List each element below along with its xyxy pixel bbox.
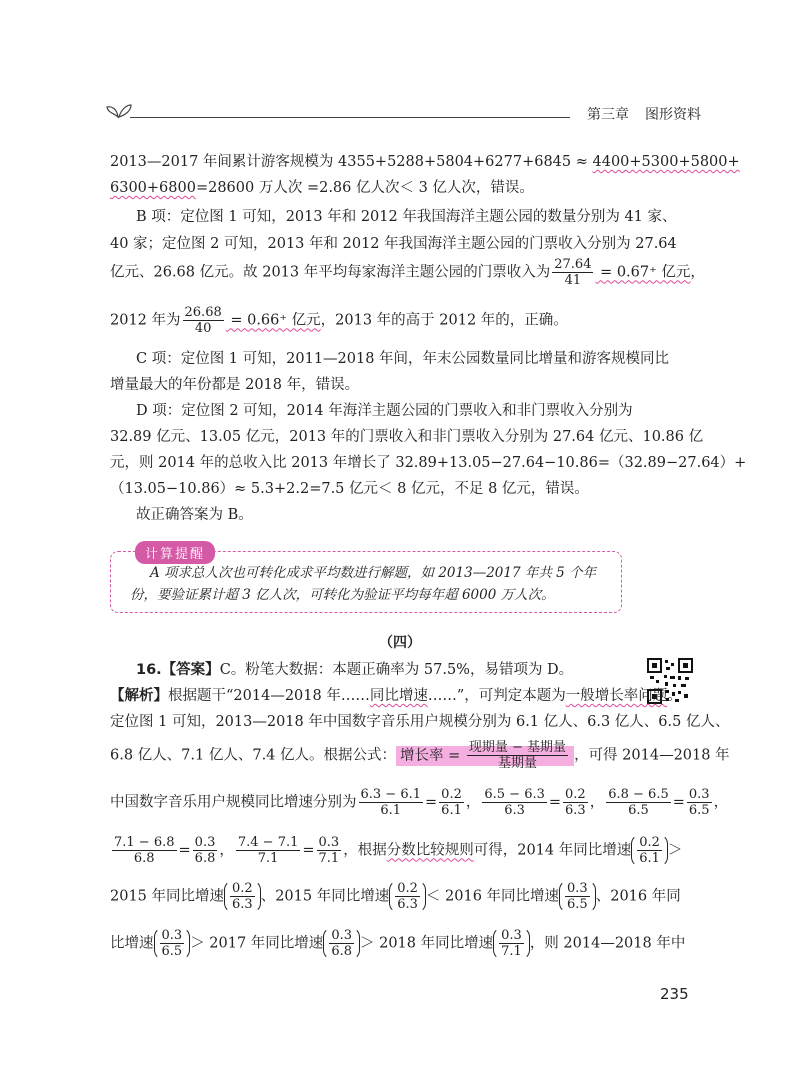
text-line-16: 定位图 1 可知，2013—2018 年中国数字音乐用户规模分别为 6.1 亿人、6.3 亿人、6.5 亿人、: [110, 714, 730, 730]
text-line-1: 2013—2017 年间累计游客规模为 4355+5288+5804+6277+6845 ≈ 4400+5300+5800+: [110, 154, 740, 170]
formula-line: 6.8 亿人、7.1 亿人、7.4 亿人。根据公式： 增长率 = $\frac{\text{现期量 − 基期量}}{\text{基期量}}$ ，可得 2014—2018 年: [110, 740, 730, 771]
analysis-line: 【解析】根据题干“2014—2018 年……同比增速……”，可判定本题为一般增长率问题。: [110, 688, 682, 704]
leaf-icon: [106, 99, 132, 119]
answer-16-line: 16.【答案】C。粉笔大数据：本题正确率为 57.5%，易错项为 D。: [136, 662, 574, 678]
text-line-6: 2012 年为 $\frac{26.68}{40}$ = 0.66⁺ 亿元，2013 年的高于 2012 年的，正确。: [110, 305, 568, 336]
fraction: $\frac{26.68}{40}$: [184, 305, 222, 336]
text-line-19: $\frac{7.1 - 6.8}{6.8}$ = $\frac{0.3}{6.8}$ ， $\frac{7.4 - 7.1}{7.1}$ = $\frac{0.3}{7.1}$ ，根据分数比较规则可得，2014 年同比增速 $\frac{0.2}{6.1}$ ＞: [114, 835, 683, 866]
header-rule: [130, 117, 570, 118]
section-heading: （四）: [379, 635, 421, 651]
text-line-11: 元，则 2014 年的总收入比 2013 年增长了 32.89+13.05−27.64−10.86=（32.89−27.64）+: [110, 455, 747, 471]
text-line-20: 2015 年同比增速 $\frac{0.2}{6.3}$ 、2015 年同比增速 $\frac{0.2}{6.3}$ ＜ 2016 年同比增速 $\frac{0.3}{6.5}$ 、2016 年同: [110, 881, 681, 912]
text-line-21: 比增速 $\frac{0.3}{6.5}$ ＞ 2017 年同比增速 $\frac{0.3}{6.8}$ ＞ 2018 年同比增速 $\frac{0.3}{7.1}$ ，则 2014—2018 年中: [110, 928, 686, 959]
page-header: [106, 97, 701, 123]
text-line-4: 40 家；定位图 2 可知，2013 年和 2012 年我国海洋主题公园的门票收入分别为 27.64: [110, 236, 677, 252]
text-line-7: C 项：定位图 1 可知，2011—2018 年间，年末公园数量同比增量和游客规模同比: [136, 351, 670, 367]
text-line-9: D 项：定位图 2 可知，2014 年海洋主题公园的门票收入和非门票收入分别为: [136, 403, 633, 419]
text-line-12: （13.05−10.86）≈ 5.3+2.2=7.5 亿元＜ 8 亿元，不足 8 亿元，错误。: [110, 481, 589, 497]
text-line-3: B 项：定位图 1 可知，2013 年和 2012 年我国海洋主题公园的数量分别为 41 家、: [136, 209, 677, 225]
text-line-10: 32.89 亿元、13.05 亿元，2013 年的门票收入和非门票收入分别为 27.64 亿元、10.86 亿: [110, 429, 704, 445]
header-text: [571, 104, 701, 124]
text-line-5: 亿元、26.68 亿元。故 2013 年平均每家海洋主题公园的门票收入为 $\frac{27.64}{41}$ = 0.67⁺ 亿元，: [110, 257, 705, 288]
chapter-label: 第三章: [587, 107, 629, 123]
tip-label: 计算提醒: [135, 541, 215, 564]
text-line-8: 增量最大的年份都是 2018 年，错误。: [110, 377, 360, 393]
chapter-title: 图形资料: [645, 107, 701, 123]
tip-line-1: A 项求总人次也可转化成求平均数进行解题，如 2013—2017 年共 5 个年: [150, 565, 597, 581]
highlighted-formula: 增长率 = $\frac{\text{现期量 − 基期量}}{\text{基期量}}$: [396, 746, 574, 766]
fraction: $\frac{27.64}{41}$: [554, 257, 592, 288]
text-line-2: 6300+6800=28600 万人次 =2.86 亿人次＜ 3 亿人次，错误。: [110, 180, 534, 196]
answer-line: 故正确答案为 B。: [136, 507, 253, 523]
text-line-18: 中国数字音乐用户规模同比增速分别为 $\frac{6.3 - 6.1}{6.1}$ = $\frac{0.2}{6.1}$ ， $\frac{6.5 - 6.3}{6.3}$ = $\frac{0.2}{6.3}$ ， $\frac{6.8 - 6.5}{6.5}$ = $\frac{0.3}{6.5}$ ，: [110, 787, 729, 818]
page-number: 235: [660, 985, 689, 1003]
tip-line-2: 份，要验证累计超 3 亿人次，可转化为验证平均每年超 6000 万人次。: [130, 587, 555, 603]
